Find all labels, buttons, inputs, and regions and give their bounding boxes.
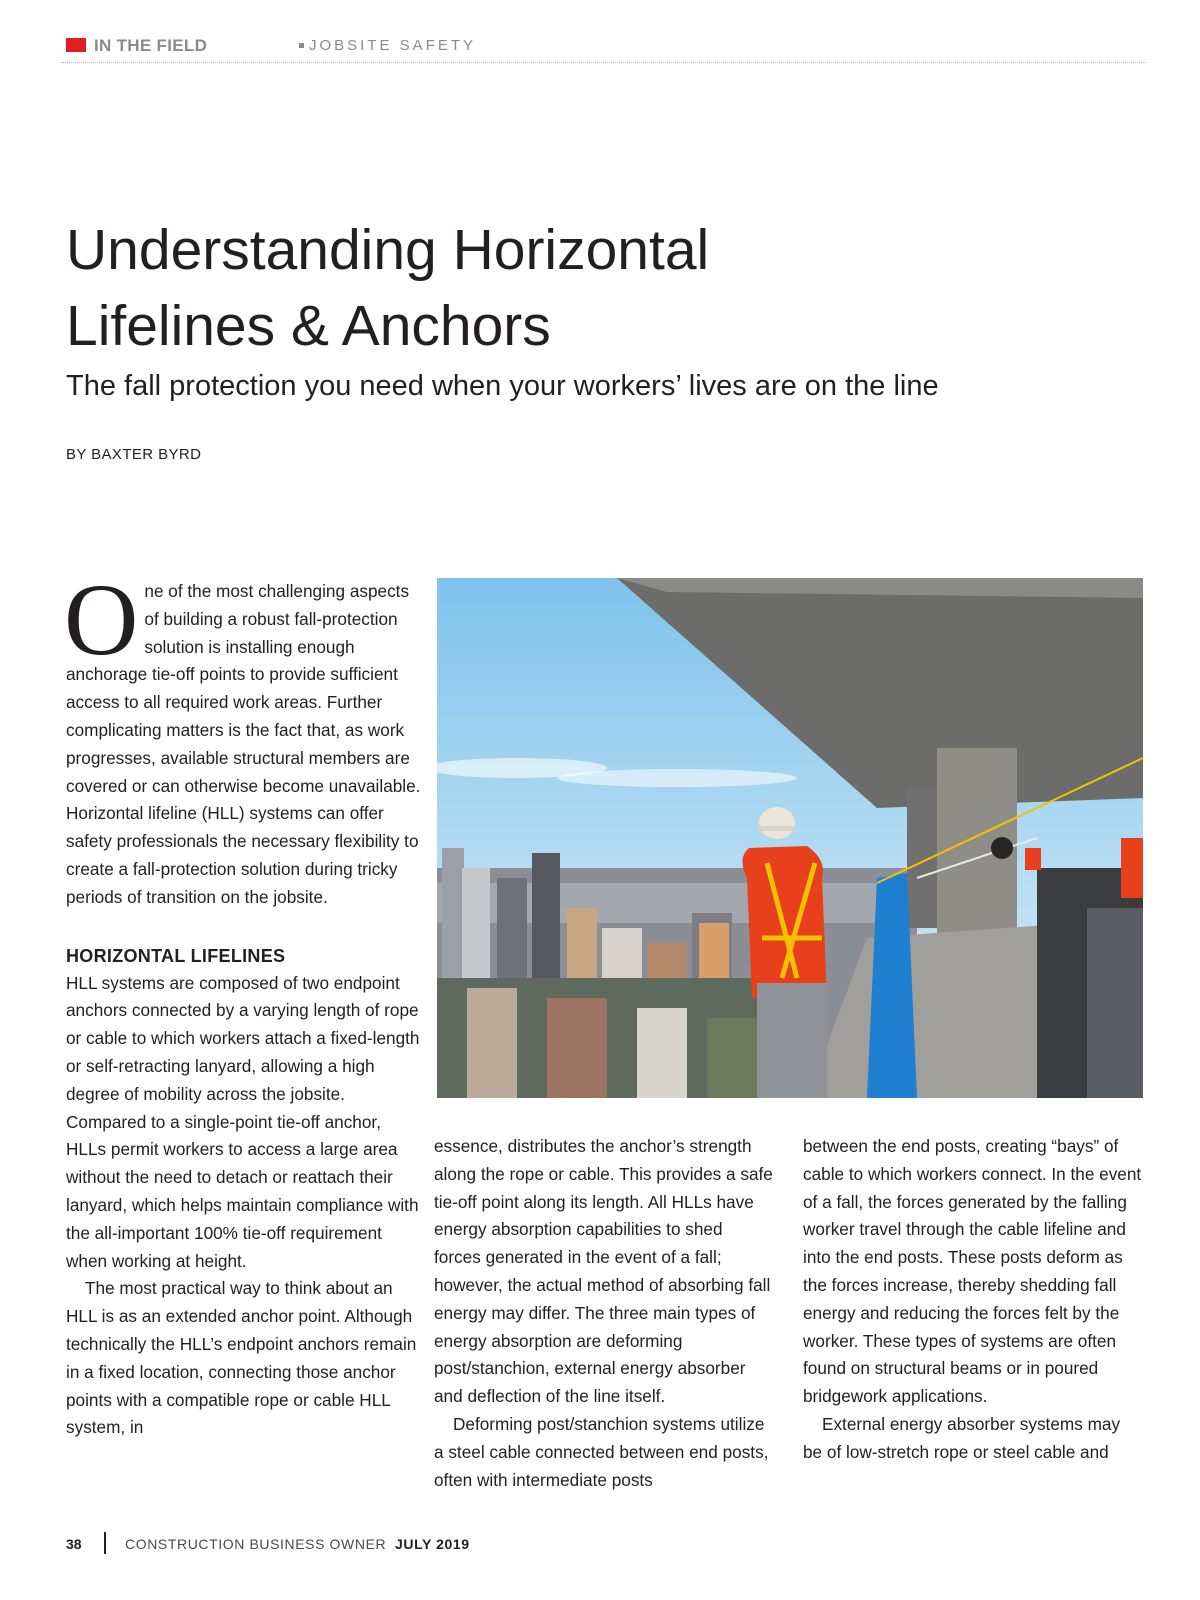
body-paragraph-2-end: essence, distributes the anchor’s strength along the rope or cable. This provides a safe tie-off point along its length. All HLLs have energy absorption capabilities to shed forces generated in the event of a fall; however, the actual method of absorbing fall energy may differ. The three main types of energy absorption are deforming post/stanchion, external energy absorber and deflection of the line itself. [434, 1136, 773, 1407]
footer-separator [104, 1532, 106, 1554]
issue-date: JULY 2019 [395, 1536, 470, 1552]
publication-name: CONSTRUCTION BUSINESS OWNER [125, 1536, 387, 1552]
jobsite-photo [437, 578, 1143, 1098]
intro-paragraph: ne of the most challenging aspects of building a robust fall-protection solution is installing enough anchorage tie-off points to provide sufficient access to all required work areas. Further complicating matters is the fact that, as work progresses, available structural members are covered or can otherwise become unavailable. Horizontal lifeline (HLL) systems can offer safety professionals the necessary flexibility to create a fall-protection solution during tricky periods of transition on the jobsite. [66, 581, 421, 907]
article-column-2 [434, 1133, 774, 1494]
section-header [66, 36, 1146, 64]
jobsite-photo-illustration [437, 578, 1143, 1098]
article-column-1 [64, 563, 421, 1442]
subsection-label: JOBSITE SAFETY [309, 37, 477, 54]
body-paragraph-4-start: External energy absorber systems may be of low-stretch rope or steel cable and [803, 1413, 1121, 1462]
byline: BY BAXTER BYRD [66, 446, 202, 463]
page-number: 38 [66, 1536, 82, 1552]
body-paragraph-3-end: between the end posts, creating “bays” of cable to which workers connect. In the event of a fall, the forces generated by the falling worker travel through the cable lifeline and into the end posts. These posts deform as the forces increase, thereby shedding fall energy and reducing the forces felt by the worker. These types of systems are often found on structural beams or in poured bridgework applications. [803, 1136, 1142, 1407]
section-label: IN THE FIELD [94, 36, 208, 55]
section-separator-dot [299, 43, 304, 48]
section-heading: HORIZONTAL LIFELINES [66, 945, 286, 966]
body-paragraph-2-start: The most practical way to think about an HLL is as an extended anchor point. Although technically the HLL’s endpoint anchors remain in a fixed location, connecting those anchor points with a compatible rope or cable HLL system, in [66, 1278, 417, 1438]
page-footer [66, 1532, 766, 1556]
section-color-bar [66, 38, 86, 52]
title-line-1: Understanding Horizontal [66, 218, 710, 282]
drop-cap: O [64, 563, 139, 677]
article-title [66, 212, 966, 364]
header-divider [62, 62, 1146, 63]
article-column-3 [803, 1133, 1143, 1467]
title-line-2: Lifelines & Anchors [66, 294, 551, 358]
article-subtitle: The fall protection you need when your workers’ lives are on the line [66, 370, 939, 402]
body-paragraph-3-start: Deforming post/stanchion systems utilize a steel cable connected between end posts, often with intermediate posts [434, 1413, 769, 1490]
body-paragraph-1: HLL systems are composed of two endpoint anchors connected by a varying length of rope or cable to which workers attach a fixed-length or self-retracting lanyard, allowing a high degree of mobility across the jobsite. Compared to a single-point tie-off anchor, HLLs permit workers to access a large area without the need to detach or reattach their lanyard, which helps maintain compliance with the all-important 100% tie-off requirement when working at height. [66, 972, 420, 1271]
